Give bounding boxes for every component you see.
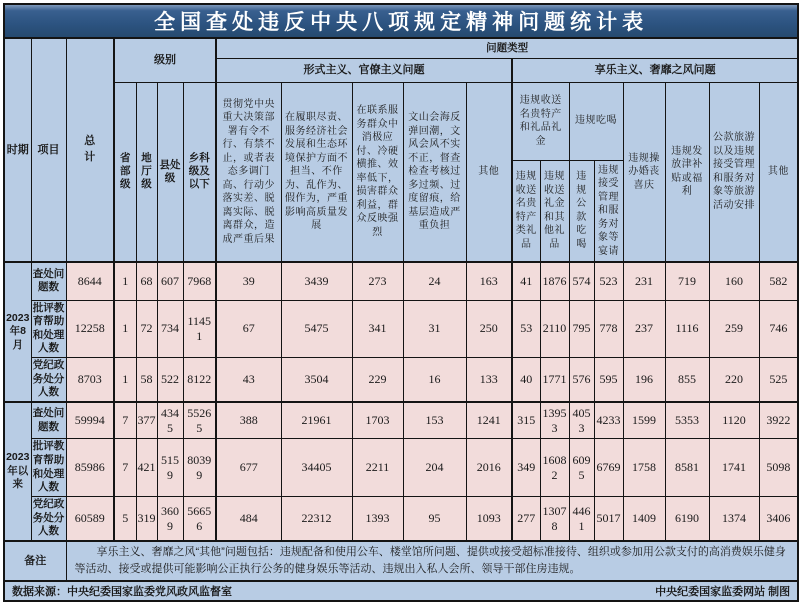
data-cell: 1393 xyxy=(352,497,403,541)
data-cell: 1758 xyxy=(623,439,665,497)
data-cell: 72 xyxy=(136,300,157,358)
data-cell: 1374 xyxy=(709,497,759,541)
group-header-gifts: 违规收送名贵特产和礼品礼金 xyxy=(512,82,569,160)
data-cell: 3439 xyxy=(281,262,352,300)
col-header-dining-banquets: 违规接受管理和服务对象等宴请 xyxy=(594,160,623,262)
data-cell: 3504 xyxy=(281,358,352,402)
page-title: 全国查处违反中央八项规定精神问题统计表 xyxy=(4,4,798,38)
data-cell: 95 xyxy=(403,497,466,541)
data-cell: 7968 xyxy=(183,262,216,300)
group-header-hedonism: 享乐主义、奢靡之风问题 xyxy=(512,58,798,82)
data-cell: 421 xyxy=(136,439,157,497)
data-cell: 21961 xyxy=(281,402,352,439)
data-cell: 746 xyxy=(759,300,798,358)
data-cell: 196 xyxy=(623,358,665,402)
data-cell: 8581 xyxy=(665,439,709,497)
credit: 中央纪委国家监委网站 制图 xyxy=(655,586,791,599)
data-cell: 43 xyxy=(216,358,281,402)
data-cell: 11451 xyxy=(183,300,216,358)
data-cell: 6769 xyxy=(594,439,623,497)
data-cell: 55265 xyxy=(183,402,216,439)
data-cell: 153 xyxy=(403,402,466,439)
data-cell: 220 xyxy=(709,358,759,402)
data-cell: 40 xyxy=(512,358,540,402)
data-cell: 31 xyxy=(403,300,466,358)
data-cell: 388 xyxy=(216,402,281,439)
data-cell: 60589 xyxy=(66,497,114,541)
note-text: 享乐主义、奢靡之风“其他”问题包括：违规配备和使用公车、楼堂馆所问题、提供或接受超标准接待、组织或参加用公款支付的高消费娱乐健身等活动、接受或提供可能影响公正执行公务的健身娱乐等活动、违规出入私人会所、领导干部住房违规。 xyxy=(66,541,798,581)
data-cell: 4461 xyxy=(569,497,594,541)
data-cell: 4053 xyxy=(569,402,594,439)
data-cell: 319 xyxy=(136,497,157,541)
data-cell: 607 xyxy=(157,262,183,300)
col-header-weddings-funerals: 违规操办婚丧喜庆 xyxy=(623,82,665,262)
data-cell: 719 xyxy=(665,262,709,300)
row-label: 查处问题数 xyxy=(31,402,66,439)
data-cell: 484 xyxy=(216,497,281,541)
data-cell: 522 xyxy=(157,358,183,402)
group-header-problem-type: 问题类型 xyxy=(216,38,798,58)
data-cell: 1876 xyxy=(540,262,569,300)
group-header-formalism: 形式主义、官僚主义问题 xyxy=(216,58,512,82)
col-header-level-township: 乡科级及以下 xyxy=(183,82,216,262)
col-header-level-county: 县处级 xyxy=(157,82,183,262)
col-header-level-prefecture: 地厅级 xyxy=(136,82,157,262)
data-cell: 3406 xyxy=(759,497,798,541)
data-cell: 1241 xyxy=(466,402,512,439)
data-cell: 1409 xyxy=(623,497,665,541)
note-label: 备注 xyxy=(4,541,66,581)
group-header-dining: 违规吃喝 xyxy=(569,82,623,160)
data-cell: 677 xyxy=(216,439,281,497)
data-cell: 16 xyxy=(403,358,466,402)
group-header-level: 级别 xyxy=(114,38,216,82)
data-cell: 1599 xyxy=(623,402,665,439)
data-cell: 341 xyxy=(352,300,403,358)
data-cell: 229 xyxy=(352,358,403,402)
col-header-item: 项目 xyxy=(31,38,66,262)
data-cell: 8644 xyxy=(66,262,114,300)
data-cell: 277 xyxy=(512,497,540,541)
data-cell: 1741 xyxy=(709,439,759,497)
col-header-total xyxy=(66,38,114,262)
data-cell: 1116 xyxy=(665,300,709,358)
data-cell: 574 xyxy=(569,262,594,300)
data-cell: 1 xyxy=(114,300,136,358)
data-cell: 5353 xyxy=(665,402,709,439)
data-cell: 6095 xyxy=(569,439,594,497)
data-cell: 377 xyxy=(136,402,157,439)
data-cell: 8703 xyxy=(66,358,114,402)
data-cell: 231 xyxy=(623,262,665,300)
data-cell: 68 xyxy=(136,262,157,300)
col-header-hedonism-other: 其他 xyxy=(759,82,798,262)
data-cell: 315 xyxy=(512,402,540,439)
data-cell: 41 xyxy=(512,262,540,300)
row-label: 查处问题数 xyxy=(31,262,66,300)
row-label: 党纪政务处分人数 xyxy=(31,358,66,402)
data-cell: 133 xyxy=(466,358,512,402)
data-cell: 4345 xyxy=(157,402,183,439)
data-cell: 53 xyxy=(512,300,540,358)
data-cell: 1703 xyxy=(352,402,403,439)
data-cell: 595 xyxy=(594,358,623,402)
row-label: 党纪政务处分人数 xyxy=(31,497,66,541)
data-cell: 5475 xyxy=(281,300,352,358)
period-label-since-2023: 2023年以来 xyxy=(4,402,31,541)
data-cell: 56656 xyxy=(183,497,216,541)
data-cell: 259 xyxy=(709,300,759,358)
statistics-table xyxy=(3,3,799,602)
row-label: 批评教育帮助和处理人数 xyxy=(31,439,66,497)
col-header-dining-public-funds: 违规公款吃喝 xyxy=(569,160,594,262)
footer-bar xyxy=(4,581,798,601)
col-header-formalism-3: 在联系服务群众中消极应付、冷硬横推、效率低下，损害群众利益，群众反映强烈 xyxy=(352,82,403,262)
data-cell: 163 xyxy=(466,262,512,300)
data-cell: 5017 xyxy=(594,497,623,541)
col-header-formalism-2: 在履职尽责、服务经济社会发展和生态环境保护方面不担当、不作为、乱作为、假作为，严重影响高质量发展 xyxy=(281,82,352,262)
col-header-formalism-1: 贯彻党中央重大决策部署有令不行、有禁不止，或者表态多调门高、行动少落实差、脱离实际、脱离群众，造成严重后果 xyxy=(216,82,281,262)
data-cell: 39 xyxy=(216,262,281,300)
data-cell: 7 xyxy=(114,402,136,439)
data-cell: 12258 xyxy=(66,300,114,358)
col-header-public-travel: 公款旅游以及违规接受管理和服务对象等旅游活动安排 xyxy=(709,82,759,262)
data-cell: 2110 xyxy=(540,300,569,358)
data-cell: 1 xyxy=(114,358,136,402)
data-cell: 3609 xyxy=(157,497,183,541)
data-cell: 349 xyxy=(512,439,540,497)
data-cell: 204 xyxy=(403,439,466,497)
col-header-formalism-other: 其他 xyxy=(466,82,512,262)
col-header-formalism-4: 文山会海反弹回潮，文风会风不实不正，督查检查考核过多过频、过度留痕，给基层造成严重负担 xyxy=(403,82,466,262)
data-cell: 5 xyxy=(114,497,136,541)
row-label: 批评教育帮助和处理人数 xyxy=(31,300,66,358)
data-cell: 16082 xyxy=(540,439,569,497)
data-cell: 80399 xyxy=(183,439,216,497)
data-cell: 8122 xyxy=(183,358,216,402)
data-cell: 576 xyxy=(569,358,594,402)
data-cell: 2016 xyxy=(466,439,512,497)
col-header-gifts-cash: 违规收送礼金和其他礼品 xyxy=(540,160,569,262)
data-source: 数据来源：中央纪委国家监委党风政风监督室 xyxy=(12,586,232,599)
period-label-aug-2023: 2023年8月 xyxy=(4,262,31,402)
data-cell: 855 xyxy=(665,358,709,402)
data-cell: 1 xyxy=(114,262,136,300)
data-cell: 4233 xyxy=(594,402,623,439)
data-cell: 2211 xyxy=(352,439,403,497)
data-cell: 582 xyxy=(759,262,798,300)
col-header-period: 时期 xyxy=(4,38,31,262)
data-cell: 58 xyxy=(136,358,157,402)
data-cell: 778 xyxy=(594,300,623,358)
data-cell: 160 xyxy=(709,262,759,300)
data-cell: 7 xyxy=(114,439,136,497)
data-cell: 22312 xyxy=(281,497,352,541)
data-cell: 525 xyxy=(759,358,798,402)
data-cell: 523 xyxy=(594,262,623,300)
data-cell: 85986 xyxy=(66,439,114,497)
data-cell: 1120 xyxy=(709,402,759,439)
data-cell: 5159 xyxy=(157,439,183,497)
data-cell: 13953 xyxy=(540,402,569,439)
data-cell: 24 xyxy=(403,262,466,300)
col-header-gifts-specialty: 违规收送名贵特产类礼品 xyxy=(512,160,540,262)
data-cell: 734 xyxy=(157,300,183,358)
data-cell: 67 xyxy=(216,300,281,358)
data-cell: 237 xyxy=(623,300,665,358)
total-label: 总计 xyxy=(84,135,96,163)
col-header-allowances: 违规发放津补贴或福利 xyxy=(665,82,709,262)
data-cell: 1771 xyxy=(540,358,569,402)
data-cell: 6190 xyxy=(665,497,709,541)
data-cell: 13078 xyxy=(540,497,569,541)
data-cell: 273 xyxy=(352,262,403,300)
data-cell: 3922 xyxy=(759,402,798,439)
data-cell: 5098 xyxy=(759,439,798,497)
data-cell: 34405 xyxy=(281,439,352,497)
data-cell: 250 xyxy=(466,300,512,358)
data-cell: 795 xyxy=(569,300,594,358)
data-cell: 59994 xyxy=(66,402,114,439)
data-cell: 1093 xyxy=(466,497,512,541)
col-header-level-provincial: 省部级 xyxy=(114,82,136,262)
